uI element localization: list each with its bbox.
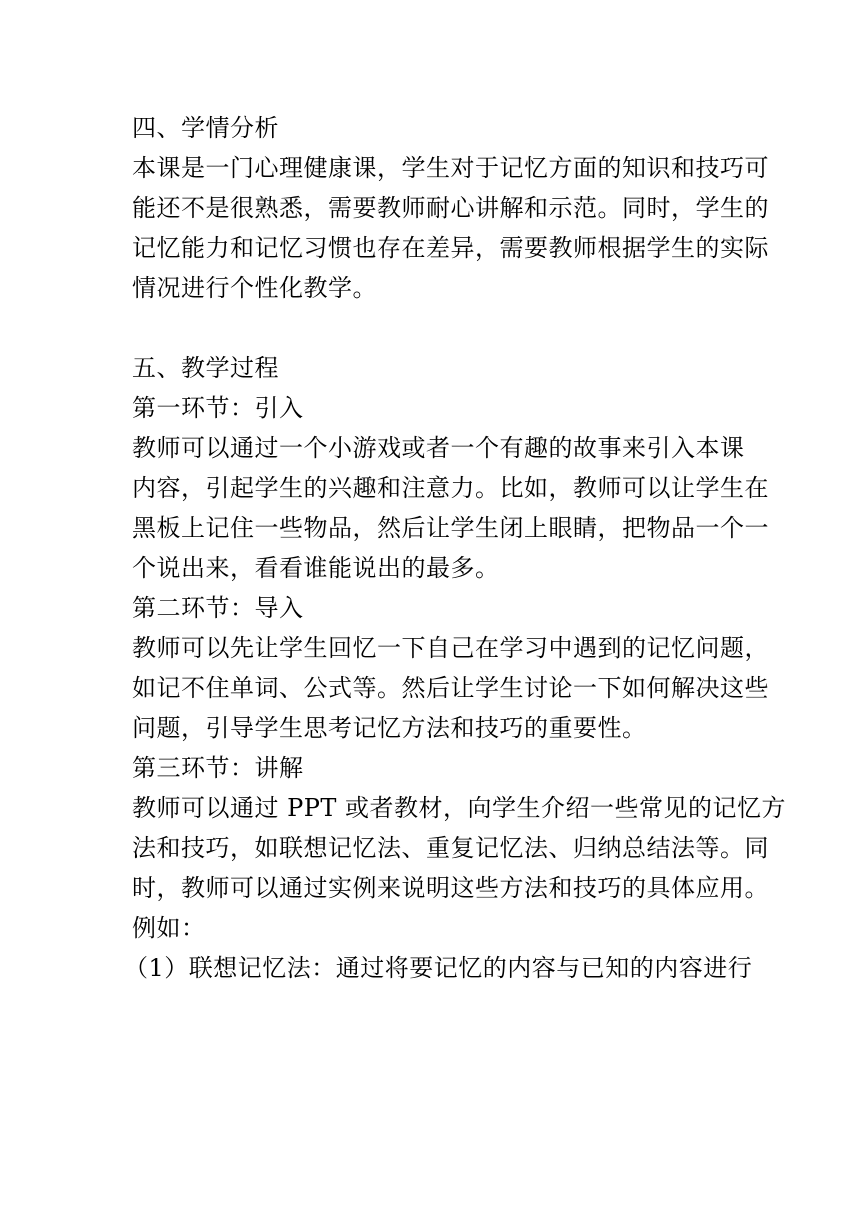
paragraph-line: 问题，引导学生思考记忆方法和技巧的重要性。 [132, 714, 647, 742]
paragraph-line: 教师可以通过 PPT 或者教材，向学生介绍一些常见的记忆方 [132, 794, 787, 822]
paragraph-line: 情况进行个性化教学。 [132, 274, 377, 302]
paragraph-line: 本课是一门心理健康课，学生对于记忆方面的知识和技巧可 [132, 154, 769, 182]
section-heading-learning-analysis: 四、学情分析 [132, 114, 279, 142]
step-title-explanation: 第三环节：讲解 [132, 754, 304, 782]
paragraph-line: 内容，引起学生的兴趣和注意力。比如，教师可以让学生在 [132, 474, 769, 502]
step-title-lead-in: 第二环节：导入 [132, 594, 304, 622]
paragraph-line: 个说出来，看看谁能说出的最多。 [132, 554, 500, 582]
paragraph-line: 时，教师可以通过实例来说明这些方法和技巧的具体应用。 [132, 874, 769, 902]
paragraph-line: 如记不住单词、公式等。然后让学生讨论一下如何解决这些 [132, 674, 769, 702]
paragraph-line: 记忆能力和记忆习惯也存在差异，需要教师根据学生的实际 [132, 234, 769, 262]
paragraph-gap [132, 308, 732, 348]
paragraph-line: 法和技巧，如联想记忆法、重复记忆法、归纳总结法等。同 [132, 834, 769, 862]
paragraph-line: 能还不是很熟悉，需要教师耐心讲解和示范。同时，学生的 [132, 194, 769, 222]
paragraph-line: 教师可以通过一个小游戏或者一个有趣的故事来引入本课 [132, 434, 745, 462]
document-content [124, 108, 787, 988]
section-heading-teaching-process: 五、教学过程 [132, 354, 279, 382]
paragraph-line: 教师可以先让学生回忆一下自己在学习中遇到的记忆问题， [132, 634, 769, 662]
paragraph-line: 黑板上记住一些物品，然后让学生闭上眼睛，把物品一个一 [132, 514, 769, 542]
list-item-association-memory: （1）联想记忆法：通过将要记忆的内容与已知的内容进行 [124, 954, 753, 982]
step-title-introduction: 第一环节：引入 [132, 394, 304, 422]
paragraph-line: 例如： [132, 914, 206, 942]
